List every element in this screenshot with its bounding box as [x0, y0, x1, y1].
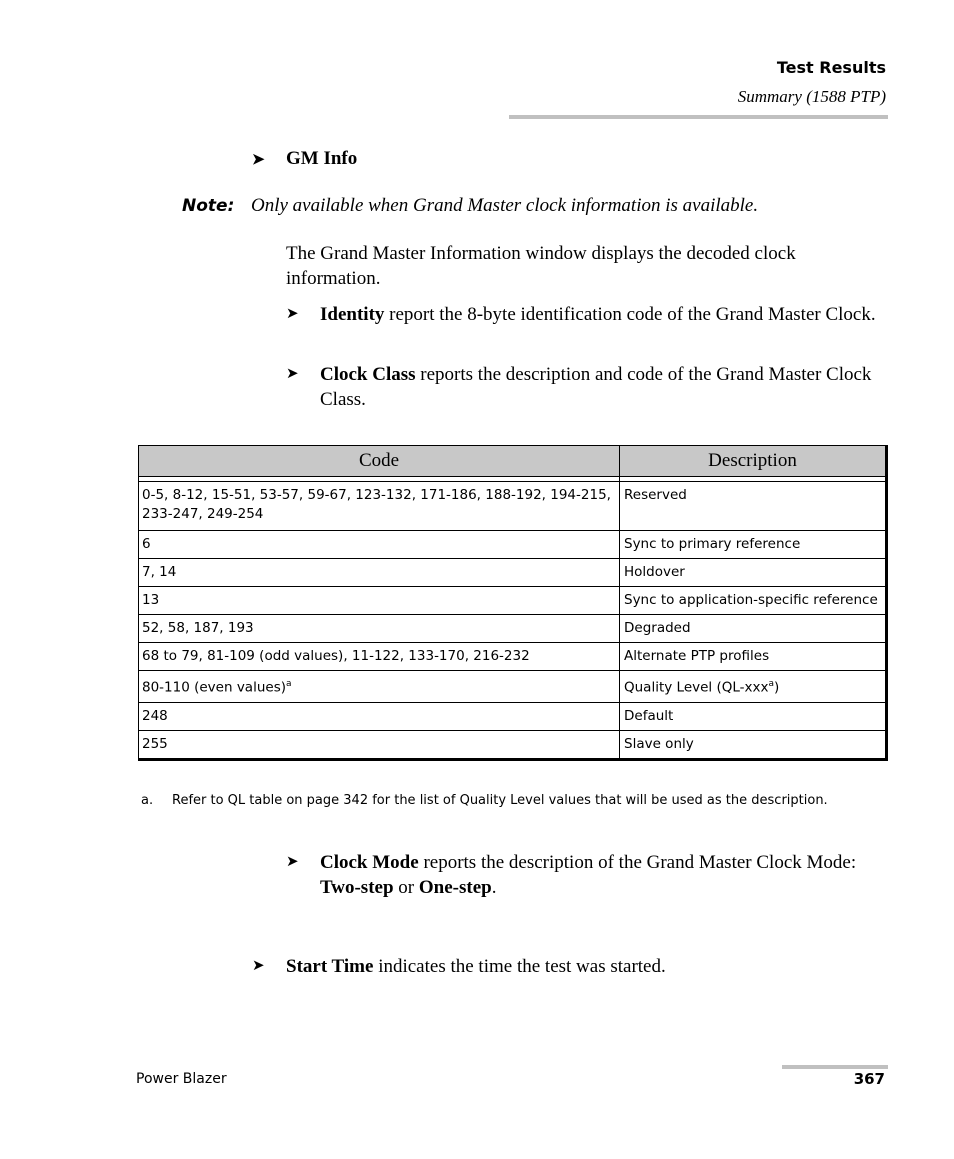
- start-time-term: Start Time: [286, 956, 374, 977]
- running-header-subtitle: Summary (1588 PTP): [737, 87, 886, 106]
- footnote-text: Refer to QL table on page 342 for the list of Quality Level values that will be used as the description.: [172, 793, 828, 808]
- column-header-description: Description: [620, 446, 887, 477]
- table-row: [139, 671, 887, 703]
- description-text: Quality Level (QL-xxx: [624, 679, 769, 696]
- bullet-clock-mode: [286, 850, 886, 900]
- header-rule: [509, 115, 888, 119]
- clock-class-term: Clock Class: [320, 364, 416, 385]
- section-heading-gm-info: [252, 148, 357, 170]
- table-row: [139, 559, 887, 587]
- code-cell: 248: [139, 702, 620, 730]
- clock-mode-option-one-step: One-step: [418, 877, 492, 898]
- bullet-arrow-icon: ➤: [286, 366, 299, 382]
- code-cell: 0-5, 8-12, 15-51, 53-57, 59-67, 123-132, 171-186, 188-192, 194-215, 233-247, 249-254: [139, 482, 620, 531]
- code-cell: 7, 14: [139, 559, 620, 587]
- footer-rule: [782, 1065, 888, 1069]
- code-text: 80-110 (even values): [142, 679, 286, 696]
- code-cell: 13: [139, 587, 620, 615]
- table-row: [139, 615, 887, 643]
- description-cell: Alternate PTP profiles: [620, 643, 887, 671]
- bullet-arrow-icon: ➤: [252, 958, 265, 974]
- description-cell: Default: [620, 702, 887, 730]
- description-cell: Holdover: [620, 559, 887, 587]
- code-cell: 6: [139, 531, 620, 559]
- description-cell: [620, 671, 887, 703]
- code-cell: [139, 671, 620, 703]
- code-cell: 255: [139, 730, 620, 759]
- section-heading-text: GM Info: [286, 148, 358, 169]
- footnote-label: a.: [141, 793, 154, 808]
- identity-text: report the 8-byte identification code of the Grand Master Clock.: [384, 304, 876, 325]
- description-cell: Sync to application-specific reference: [620, 587, 887, 615]
- table-row: [139, 643, 887, 671]
- bullet-arrow-icon: ➤: [286, 306, 299, 322]
- clock-mode-text: reports the description of the Grand Master Clock Mode:: [418, 852, 857, 873]
- note-label: Note:: [182, 196, 235, 216]
- note-text: Only available when Grand Master clock information is available.: [251, 195, 759, 216]
- description-cell: Sync to primary reference: [620, 531, 887, 559]
- bullet-identity: [286, 302, 886, 327]
- clock-mode-or: or: [393, 877, 419, 898]
- bullet-arrow-icon: ➤: [286, 854, 299, 870]
- code-cell: 68 to 79, 81-109 (odd values), 11-122, 133-170, 216-232: [139, 643, 620, 671]
- description-cell: Reserved: [620, 482, 887, 531]
- table-row: [139, 587, 887, 615]
- start-time-text: indicates the time the test was started.: [373, 956, 666, 977]
- table-row: [139, 482, 887, 531]
- page-number: 367: [853, 1070, 885, 1088]
- running-header-title: Test Results: [776, 58, 886, 77]
- clock-class-table: [138, 445, 888, 761]
- clock-mode-end: .: [491, 877, 497, 898]
- column-header-code: Code: [139, 446, 620, 477]
- identity-term: Identity: [320, 304, 385, 325]
- footnote-marker: a: [768, 679, 774, 689]
- code-cell: 52, 58, 187, 193: [139, 615, 620, 643]
- bullet-arrow-icon: ➤: [252, 152, 265, 168]
- description-suffix: ): [774, 679, 780, 696]
- table-row: [139, 531, 887, 559]
- footer-product-name: Power Blazer: [136, 1071, 227, 1087]
- table-row: [139, 702, 887, 730]
- bullet-start-time: [252, 954, 852, 979]
- table-footnote: [141, 793, 828, 808]
- clock-class-text: reports the description and code of the Grand Master Clock Class.: [320, 364, 872, 410]
- footnote-marker: a: [286, 679, 292, 689]
- table-row: [139, 730, 887, 759]
- description-cell: Degraded: [620, 615, 887, 643]
- clock-mode-term: Clock Mode: [320, 852, 419, 873]
- description-cell: Slave only: [620, 730, 887, 759]
- clock-mode-option-two-step: Two-step: [320, 877, 394, 898]
- bullet-clock-class: [286, 362, 886, 412]
- intro-paragraph: The Grand Master Information window displays the decoded clock information.: [286, 243, 796, 289]
